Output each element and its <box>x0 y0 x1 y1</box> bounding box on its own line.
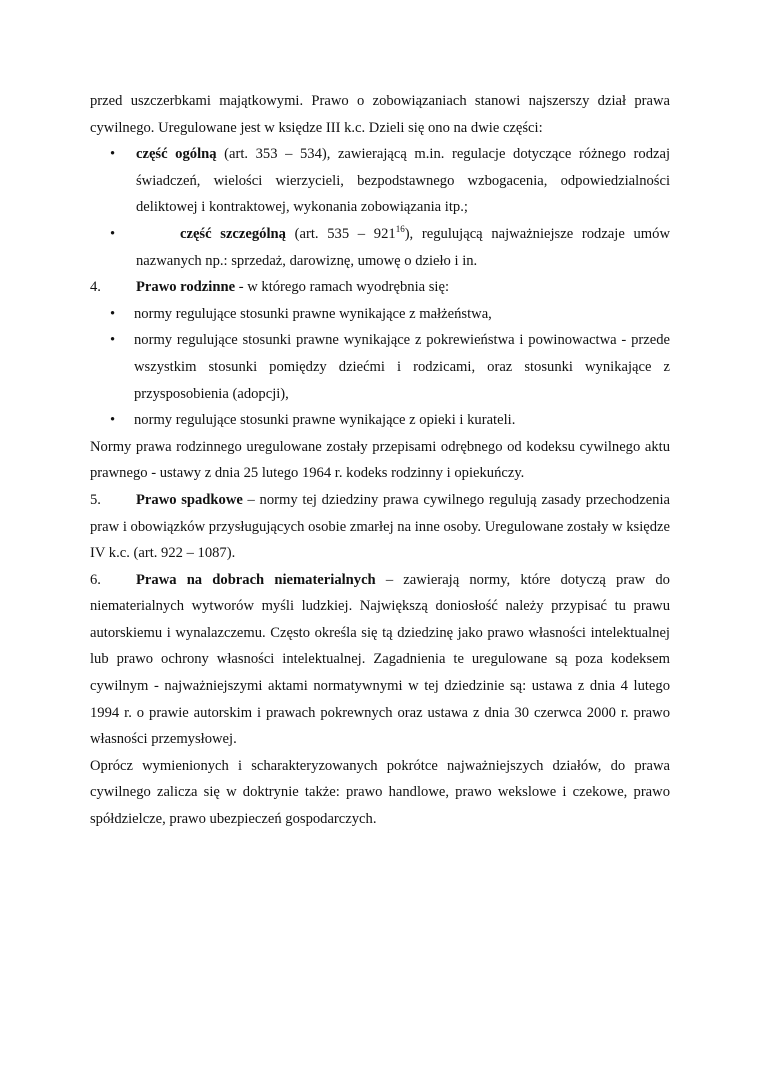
section-5-paragraph <box>90 487 670 567</box>
list-item-text: normy regulujące stosunki prawne wynikające z małżeństwa, <box>134 305 492 322</box>
family-law-list <box>90 301 670 434</box>
part-special-text-b: ), regulującą najważniejsze rodzaje umów nazwanych np.: sprzedaż, darowiznę, umowę o dzieło i in. <box>136 225 670 269</box>
list-item <box>90 407 670 434</box>
part-general-text: (art. 353 – 534), zawierającą m.in. regulacje dotyczące różnego rodzaj świadczeń, wielości wierzycieli, bezpodstawnego wzbogacenia, odpowiedzialności deliktowej i kontraktowej, wykonania zobowiązania itp.; <box>136 146 670 216</box>
footnote-ref: 16 <box>395 224 405 235</box>
family-law-closing: Normy prawa rodzinnego uregulowane zostały przepisami odrębnego od kodeksu cywilnego aktu prawnego - ustawy z dnia 25 lutego 1964 r. kodeks rodzinny i opiekuńczy. <box>90 438 670 482</box>
section-title: Prawa na dobrach niematerialnych <box>136 571 376 588</box>
section-title: Prawo spadkowe <box>136 491 243 508</box>
section-number: 6. <box>90 571 101 588</box>
bullet-icon: • <box>110 412 116 429</box>
intro-paragraph: przed uszczerbkami majątkowymi. Prawo o zobowiązaniach stanowi najszerszy dział prawa cywilnego. Uregulowane jest w księdze III k.c. Dzieli się ono na dwie części: <box>90 93 670 136</box>
bullet-icon: • <box>110 225 116 242</box>
list-item-text: normy regulujące stosunki prawne wynikające z pokrewieństwa i powinowactwa - przede wszystkim stosunki pomiędzy dziećmi i rodzicami, oraz stosunki wynikające z przysposobienia (adopcji), <box>134 332 670 402</box>
bullet-icon: • <box>110 332 116 349</box>
parts-list <box>90 141 670 274</box>
section-text: – normy tej dziedziny prawa cywilnego regulują zasady przechodzenia praw i obowiązków przysługujących osobie zmarłej na inne osoby. Uregulowane zostały w księdze IV k.c. (art. 922 – 1087). <box>90 491 670 562</box>
list-item <box>90 327 670 407</box>
list-item <box>90 141 670 221</box>
part-special-text-a: (art. 535 – 921 <box>285 225 396 242</box>
list-item-text: normy regulujące stosunki prawne wynikające z opieki i kurateli. <box>134 412 516 429</box>
bullet-icon: • <box>110 146 116 163</box>
document-page <box>90 88 670 833</box>
section-text: – zawierają normy, które dotyczą praw do niematerialnych wytworów myśli ludzkiej. Największą doniosłość należy przypisać tu prawu autorskiemu i wynalazczemu. Często określa się tą dziedzinę jako prawo własności intelektualnej lub prawo ochrony własności intelektualnej. Zagadnienia te uregulowane są poza kodeksem cywilnym - najważniejszymi aktami normatywnymi w tej dziedzinie są: ustawa z dnia 4 lutego 1994 r. o prawie autorskim i prawach pokrewnych oraz ustawa z dnia 30 czerwca 2000 r. prawo własności przemysłowej. <box>90 571 670 748</box>
section-number: 4. <box>90 279 101 296</box>
section-number: 5. <box>90 491 101 508</box>
bullet-icon: • <box>110 305 116 322</box>
section-text: - w którego ramach wyodrębnia się: <box>235 279 450 296</box>
list-item <box>90 301 670 328</box>
part-special-term: część szczególną <box>180 225 286 242</box>
final-paragraph: Oprócz wymienionych i scharakteryzowanych pokrótce najważniejszych działów, do prawa cywilnego zalicza się w doktrynie także: prawo handlowe, prawo wekslowe i czekowe, prawo spółdzielcze, prawo ubezpieczeń gospodarczych. <box>90 757 670 828</box>
part-general-term: część ogólną <box>136 146 217 163</box>
section-4-heading <box>90 274 670 301</box>
section-title: Prawo rodzinne <box>136 279 236 296</box>
section-6-paragraph <box>90 567 670 753</box>
list-item <box>90 221 670 274</box>
